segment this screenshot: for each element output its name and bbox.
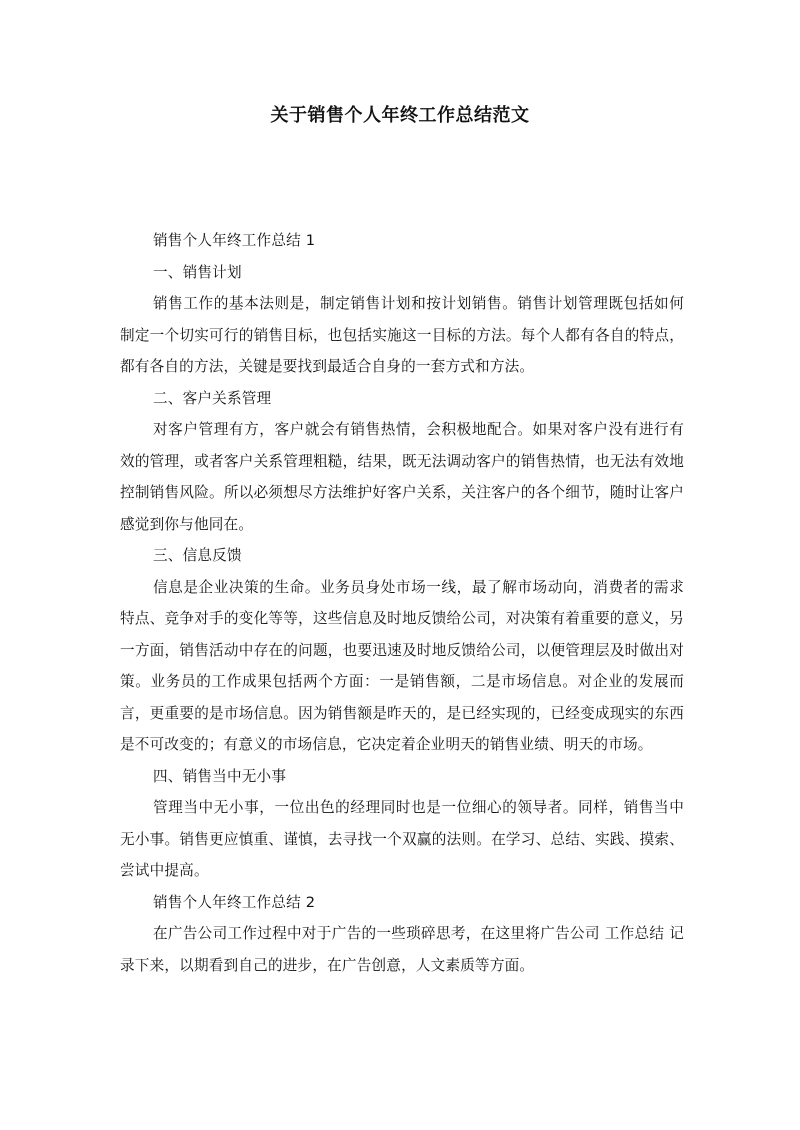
section-heading-summary-1: 销售个人年终工作总结 1 — [153, 232, 316, 249]
paragraph-advertising: 在广告公司工作过程中对于广告的一些琐碎思考，在这里将广告公司 工作总结 记录下来，以期看到自己的进步，在广告创意，人文素质等方面。 — [120, 925, 684, 974]
subheading-information-feedback: 三、信息反馈 — [153, 547, 242, 564]
paragraph-customer-relations: 对客户管理有方，客户就会有销售热情，会积极地配合。如果对客户没有进行有效的管理，或者客户关系管理粗糙，结果，既无法调动客户的销售热情，也无法有效地控制销售风险。所以必须想尽方法维护好客户关系，关注客户的各个细节，随时让客户感觉到你与他同在。 — [120, 421, 684, 533]
subheading-sales-plan: 一、销售计划 — [153, 263, 242, 281]
subheading-no-small-matters: 四、销售当中无小事 — [153, 767, 287, 785]
section-heading-summary-2: 销售个人年终工作总结 2 — [153, 893, 316, 911]
paragraph-information-feedback: 信息是企业决策的生命。业务员身处市场一线，最了解市场动向，消费者的需求特点、竞争对手的变化等等，这些信息及时地反馈给公司，对决策有着重要的意义，另一方面，销售活动中存在的问题，也要迅速及时地反馈给公司，以便管理层及时做出对策。业务员的工作成果包括两个方面：一是销售额，二是市场信息。对企业的发展而言，更重要的是市场信息。因为销售额是昨天的，是已经实现的，已经变成现实的东西是不可改变的；有意义的市场信息，它决定着企业明天的销售业绩、明天的市场。 — [120, 578, 684, 753]
document-title: 关于销售个人年终工作总结范文 — [270, 105, 530, 126]
paragraph-sales-plan: 销售工作的基本法则是，制定销售计划和按计划销售。销售计划管理既包括如何制定一个切实可行的销售目标，也包括实施这一目标的方法。每个人都有各自的特点，都有各自的方法，关键是要找到最适合自身的一套方式和方法。 — [120, 295, 684, 375]
document-body — [120, 225, 684, 981]
paragraph-no-small-matters: 管理当中无小事，一位出色的经理同时也是一位细心的领导者。同样，销售当中无小事。销售更应慎重、谨慎，去寻找一个双赢的法则。在学习、总结、实践、摸索、尝试中提高。 — [120, 799, 684, 879]
subheading-customer-relations: 二、客户关系管理 — [153, 389, 272, 407]
